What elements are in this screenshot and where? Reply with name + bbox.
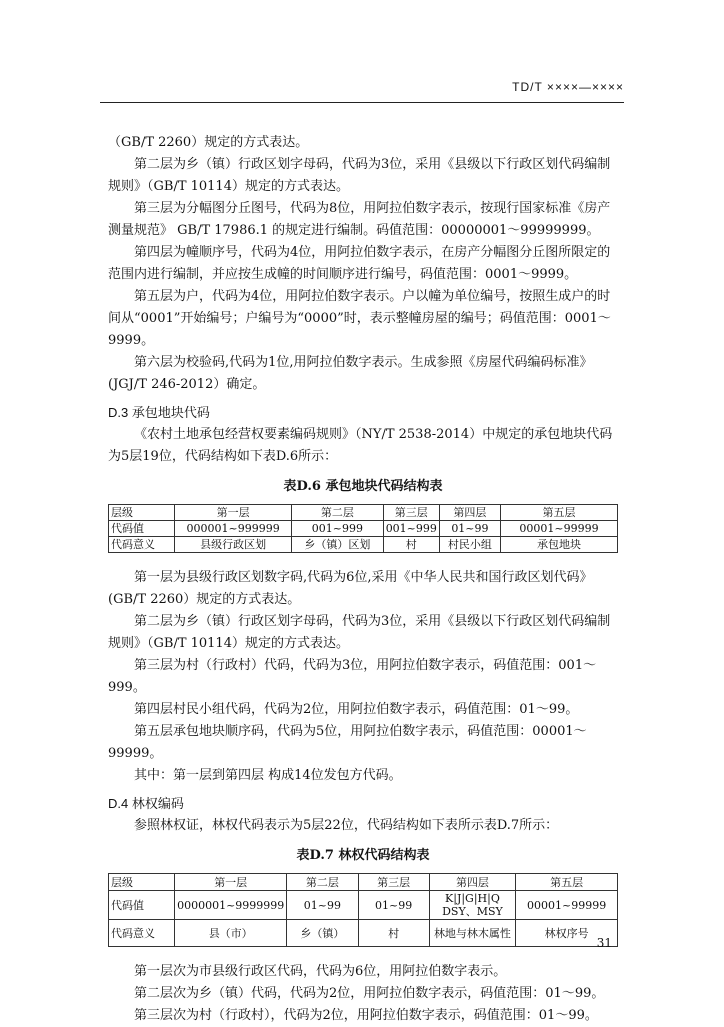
table-d6	[108, 504, 618, 553]
paragraph: 第二层为乡（镇）行政区划字母码，代码为3位，采用《县级以下行政区划代码编制规则》（GB/T 10114）规定的方式表达。	[108, 157, 611, 194]
paragraph: 第六层为校验码,代码为1位,用阿拉伯数字表示。生成参照《房屋代码编码标准》(JGJ/T 246-2012）确定。	[108, 355, 593, 392]
table-cell: 01~99	[439, 521, 500, 537]
table-cell: 第五层	[516, 874, 618, 891]
table-cell: 县级行政区划	[175, 537, 292, 553]
paragraph: （GB/T 2260）规定的方式表达。	[108, 135, 309, 150]
paragraph: 第四层村民小组代码，代码为2位，用阿拉伯数字表示，码值范围：01～99。	[134, 702, 579, 717]
table-cell: 第五层	[500, 505, 617, 521]
table-cell: 00001~99999	[500, 521, 617, 537]
paragraph: 第二层为乡（镇）行政区划字母码，代码为3位，采用《县级以下行政区划代码编制规则》（GB/T 10114）规定的方式表达。	[108, 614, 611, 651]
table-caption-d7: 表D.7 林权代码结构表	[296, 848, 430, 863]
table-cell: 承包地块	[500, 537, 617, 553]
page-body	[108, 132, 618, 1027]
table-cell: 层级	[109, 505, 175, 521]
paragraph: 第三层次为村（行政村），代码为2位，用阿拉伯数字表示，码值范围：01～99。	[134, 1008, 598, 1023]
table-cell: 代码值	[109, 891, 175, 920]
page-number: 31	[596, 936, 612, 950]
table-cell: 县（市）	[175, 920, 287, 947]
table-cell: 第三层	[383, 505, 439, 521]
section-heading-d4: D.4 林权编码	[108, 796, 184, 811]
paragraph: 第三层为村（行政村）代码，代码为3位，用阿拉伯数字表示，码值范围：001～999。	[108, 658, 597, 695]
table-cell: 001~999	[292, 521, 384, 537]
table-cell: 第一层	[175, 874, 287, 891]
table-row	[109, 505, 618, 521]
table-cell: 01~99	[358, 891, 429, 920]
table-cell: 村民小组	[439, 537, 500, 553]
paragraph: 第一层次为市县级行政区代码，代码为6位，用阿拉伯数字表示。	[134, 964, 507, 979]
table-cell: 00001~99999	[516, 891, 618, 920]
table-cell: 第二层	[287, 874, 358, 891]
paragraph: 第五层为户，代码为4位，用阿拉伯数字表示。户以幢为单位编号，按照生成户的时间从“0001”开始编号；户编号为“0000”时，表示整幢房屋的编号；码值范围：0001～9999。	[108, 289, 611, 348]
table-cell: 乡（镇）	[287, 920, 358, 947]
table-cell: 代码值	[109, 521, 175, 537]
paragraph: 其中：第一层到第四层 构成14位发包方代码。	[134, 768, 402, 783]
table-row	[109, 891, 618, 920]
table-cell: 01~99	[287, 891, 358, 920]
table-row	[109, 537, 618, 553]
section-heading-d3: D.3 承包地块代码	[108, 405, 210, 420]
paragraph: 《农村土地承包经营权要素编码规则》（NY/T 2538-2014）中规定的承包地块代码为5层19位，代码结构如下表D.6所示：	[108, 427, 613, 464]
table-row	[109, 874, 618, 891]
table-cell: K|J|G|H|Q DSY、MSY	[429, 891, 515, 920]
paragraph: 第一层为县级行政区划数字码,代码为6位,采用《中华人民共和国行政区划代码》(GB/T 2260）规定的方式表达。	[108, 570, 593, 607]
table-cell: 第二层	[292, 505, 384, 521]
table-cell: 村	[383, 537, 439, 553]
table-cell: 层级	[109, 874, 175, 891]
paragraph: 第四层为幢顺序号，代码为4位，用阿拉伯数字表示，在房产分幅图分丘图所限定的范围内进行编制，并应按生成幢的时间顺序进行编号，码值范围：0001～9999。	[108, 245, 611, 282]
table-caption-d6: 表D.6 承包地块代码结构表	[283, 479, 443, 494]
table-cell: 第四层	[439, 505, 500, 521]
paragraph: 第二层次为乡（镇）代码，代码为2位，用阿拉伯数字表示，码值范围：01～99。	[134, 986, 605, 1001]
table-row	[109, 920, 618, 947]
table-cell: 村	[358, 920, 429, 947]
table-row	[109, 521, 618, 537]
table-cell: 乡（镇）区划	[292, 537, 384, 553]
table-cell: 代码意义	[109, 537, 175, 553]
header-doc-code: TD/T ××××—××××	[512, 80, 624, 94]
header-rule	[100, 102, 624, 103]
table-cell: 第一层	[175, 505, 292, 521]
table-cell: 林权序号	[516, 920, 618, 947]
table-cell: 林地与林木属性	[429, 920, 515, 947]
table-cell: 第三层	[358, 874, 429, 891]
table-cell: 000001~999999	[175, 521, 292, 537]
table-d7	[108, 873, 618, 947]
paragraph: 第五层承包地块顺序码，代码为5位，用阿拉伯数字表示，码值范围：00001～99999。	[108, 724, 587, 761]
paragraph: 参照林权证，林权代码表示为5层22位，代码结构如下表所示表D.7所示：	[134, 818, 559, 833]
paragraph: 第三层为分幅图分丘图号，代码为8位，用阿拉伯数字表示，按现行国家标准《房产测量规范》 GB/T 17986.1 的规定进行编制。码值范围：00000001～99999999。	[108, 201, 611, 238]
table-cell: 第四层	[429, 874, 515, 891]
table-cell: 001~999	[383, 521, 439, 537]
table-cell: 0000001~9999999	[175, 891, 287, 920]
table-cell: 代码意义	[109, 920, 175, 947]
